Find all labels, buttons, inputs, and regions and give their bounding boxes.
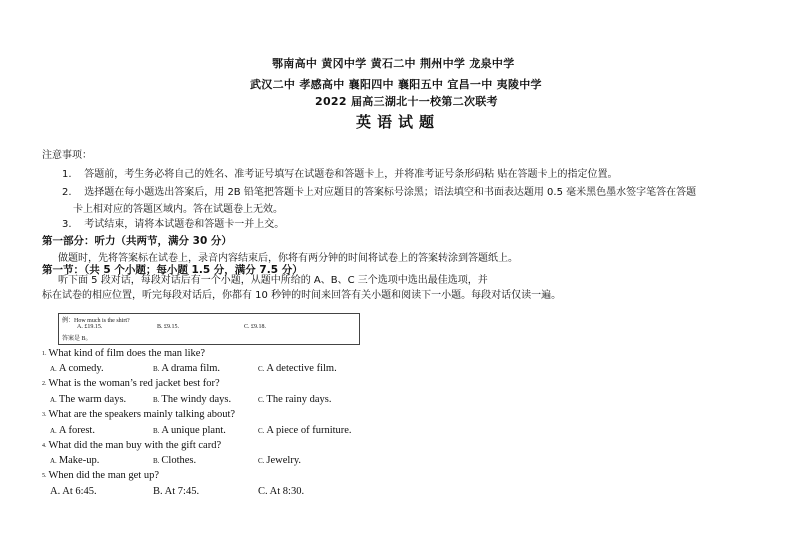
- question-2-option-a: [50, 394, 126, 405]
- question-number: 3.: [42, 412, 47, 418]
- notice-item-2: [62, 183, 696, 198]
- question-2: [42, 378, 220, 389]
- question-4-option-a: [50, 455, 99, 466]
- question-2-option-b: [153, 394, 231, 405]
- question-text: What kind of film does the man like?: [48, 348, 206, 359]
- option-text: Make-up.: [58, 455, 100, 466]
- question-5-option-a: A. At 6:45.: [50, 486, 97, 497]
- page-title: 英语试题: [356, 113, 441, 131]
- option-text: A unique plant.: [161, 425, 226, 436]
- option-text: A forest.: [58, 425, 95, 436]
- question-3-option-c: [258, 425, 352, 436]
- notice-item-number: 2.: [62, 187, 72, 198]
- notice-item-2-continued: 卡上相对应的答题区域内。答在试题卷上无效。: [73, 204, 283, 215]
- option-text: A comedy.: [58, 363, 104, 374]
- question-1: [42, 348, 205, 359]
- option-letter: A.: [50, 457, 57, 465]
- option-text: The warm days.: [58, 394, 127, 405]
- option-letter: A.: [50, 396, 57, 404]
- option-letter: A.: [50, 427, 57, 435]
- question-3: [42, 409, 235, 420]
- question-5: [42, 470, 159, 481]
- question-3-option-a: [50, 425, 95, 436]
- question-text: What is the woman’s red jacket best for?: [48, 378, 220, 389]
- option-text: The windy days.: [161, 394, 232, 405]
- notice-item-number: 1.: [62, 169, 72, 180]
- option-letter: B.: [153, 396, 160, 404]
- option-letter: B.: [153, 427, 160, 435]
- question-text: What are the speakers mainly talking about?: [48, 409, 236, 420]
- question-4-option-b: [153, 455, 196, 466]
- question-5-option-b: B. At 7:45.: [153, 486, 200, 497]
- option-text: Jewelry.: [266, 455, 302, 466]
- question-number: 5.: [42, 473, 47, 479]
- school-list-line-2: 武汉二中 孝感高中 襄阳四中 襄阳五中 宜昌一中 夷陵中学: [250, 78, 542, 91]
- question-number: 2.: [42, 381, 47, 387]
- notice-item-text: 考试结束，请将本试题卷和答题卡一并上交。: [84, 219, 285, 230]
- option-letter: C.: [258, 396, 265, 404]
- part1-heading: 第一部分：听力（共两节，满分 30 分）: [42, 235, 232, 247]
- question-3-option-b: [153, 425, 226, 436]
- question-4-option-c: [258, 455, 301, 466]
- notice-item-number: 3.: [62, 219, 72, 230]
- section1-instruction-1: 听下面 5 段对话，每段对话后有一个小题，从题中所给的 A、B、C 三个选项中选出最佳选项，并: [58, 275, 488, 286]
- option-text: A drama film.: [161, 363, 221, 374]
- option-text: The rainy days.: [266, 394, 332, 405]
- school-list-line-1: 鄂南高中 黄冈中学 黄石二中 荆州中学 龙泉中学: [272, 57, 515, 70]
- example-option-c: C. £9.18.: [244, 324, 267, 330]
- question-1-option-c: [258, 363, 337, 374]
- example-option-a: A. £19.15.: [77, 324, 103, 330]
- option-letter: B.: [153, 365, 160, 373]
- notice-item-3: [62, 215, 284, 230]
- question-text: What did the man buy with the gift card?: [48, 440, 222, 451]
- question-2-option-c: [258, 394, 331, 405]
- question-1-option-a: [50, 363, 104, 374]
- question-4: [42, 440, 221, 451]
- option-text: Clothes.: [161, 455, 197, 466]
- option-text: A detective film.: [266, 363, 337, 374]
- notice-item-1: [62, 165, 617, 180]
- question-5-option-c: C. At 8:30.: [258, 486, 305, 497]
- section1-instruction-2: 标在试卷的相应位置，听完每段对话后，你都有 10 秒钟的时间来回答有关小题和阅读下一小题。每段对话仅读一遍。: [42, 290, 562, 301]
- example-option-b: B. £9.15.: [157, 324, 180, 330]
- option-letter: B.: [153, 457, 160, 465]
- option-letter: C.: [258, 427, 265, 435]
- notice-item-text: 选择题在每小题选出答案后，用 2B 铅笔把答题卡上对应题目的答案标号涂黑；语法填空和书面表达题用 0.5 毫米黑色墨水签字笔答在答题: [84, 187, 697, 198]
- option-letter: C.: [258, 457, 265, 465]
- example-question: 例：How much is the shirt?: [62, 318, 130, 324]
- question-text: When did the man get up?: [48, 470, 160, 481]
- notice-heading: 注意事项：: [42, 150, 92, 161]
- question-number: 1.: [42, 351, 47, 357]
- question-1-option-b: [153, 363, 220, 374]
- option-letter: A.: [50, 365, 57, 373]
- question-number: 4.: [42, 443, 47, 449]
- part1-intro: 做题时，先将答案标在试卷上，录音内容结束后，你将有两分钟的时间将试卷上的答案转涂到答题纸上。: [58, 253, 518, 264]
- option-text: A piece of furniture.: [266, 425, 352, 436]
- notice-item-text: 答题前，考生务必将自己的姓名、准考证号填写在试题卷和答题卡上，并将准考证号条形码粘 贴在答题卡上的指定位置。: [84, 169, 618, 180]
- exam-name: 2022 届高三湖北十一校第二次联考: [315, 95, 498, 108]
- example-answer: 答案是 B。: [62, 336, 92, 342]
- example-box: [58, 313, 360, 345]
- option-letter: C.: [258, 365, 265, 373]
- section1-heading: 第一节：（共 5 个小题；每小题 1.5 分，满分 7.5 分）: [42, 264, 303, 276]
